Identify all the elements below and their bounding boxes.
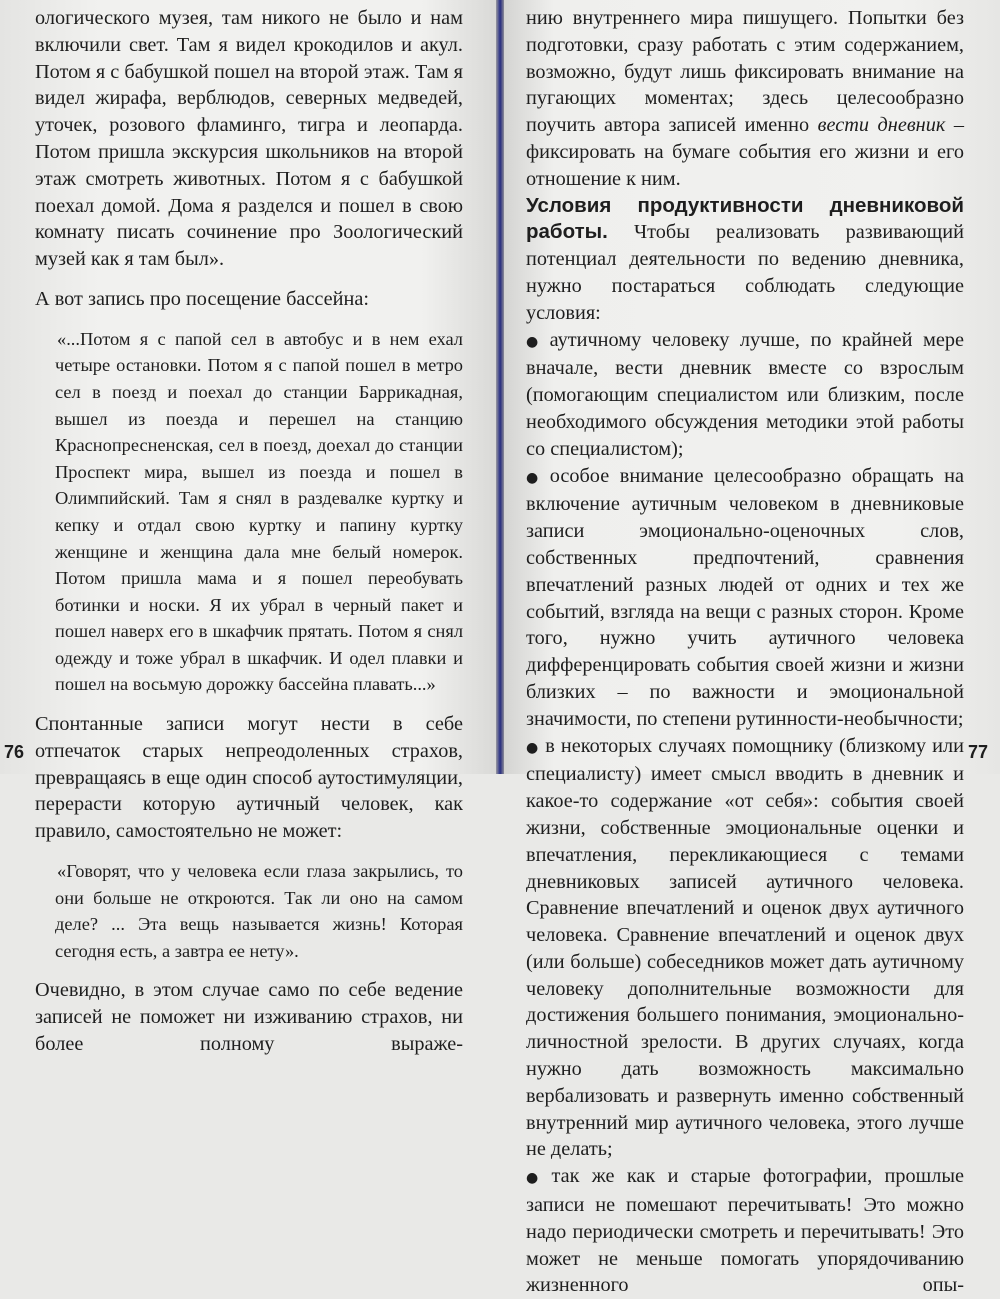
section-intro: Чтобы реализовать развивающий потенциал деятельности по ведению дневника, нужно постараться соблюдать следующие условия: <box>526 221 964 324</box>
left-quote-1-block <box>35 326 463 698</box>
right-paragraph-1 <box>526 5 964 193</box>
bullet-icon: ● <box>526 469 544 486</box>
right-section <box>526 193 964 327</box>
bullet-text-4: так же как и старые фотографии, прошлые записи не помешают перечитывать! Это можно надо периодически смотреть и перечитывать! Это может не меньше помогать упорядочиванию жизненного опы- <box>526 1165 964 1297</box>
left-paragraph-3: Спонтанные записи могут нести в себе отпечаток старых непреодоленных страхов, превращаясь в еще один способ аутостимуляции, перерасти которую аутичный человек, как правило, самостоятельно не может: <box>35 713 463 843</box>
left-page <box>0 0 496 1056</box>
bullet-icon: ● <box>526 1170 546 1187</box>
bullet-item-4 <box>526 1163 964 1299</box>
page-number-right: 77 <box>967 742 988 763</box>
bullet-text-3: в некоторых случаях помощнику (близкому или специалисту) имеет смысл вводить в дневник и какое-то содержание «от себя»: события своей жизни, собственные эмоциональные оценки и впечатления, перекликающиеся с темами дневниковых записей аутичного человека. Сравнение впечатлений и оценок двух аутичного человека. Сравнение впечатлений и оценок двух (или больше) собеседников может дать аутичному человеку дополнительные возможности для достижения большего понимания, эмоционально-личностной зрелости. В других случаях, когда нужно дать возможность максимально вербализовать и развернуть именно собственный внутренний мир аутичного человека, этого лучше не делать; <box>526 734 964 1161</box>
left-quote-1: «...Потом я с папой сел в автобус и в нем ехал четыре остановки. Потом я с папой пошел в метро сел в поезд и поехал до станции Баррикадная, вышел из поезда и перешел на станцию Краснопресненская, сел в поезд, доехал до станции Проспект мира, вышел из поезда и пошел в Олимпийский. Там я снял в раздевалке куртку и кепку и отдал свою куртку и папину куртку женщине и женщина дала мне белый номерок. Потом пришла мама и я пошел переобувать ботинки и носки. Я их убрал в черный пакет и пошел наверх его в шкафчик прятать. Потом я снял одежду и тоже убрал в шкафчик. И одел плавки и пошел на восьмую дорожку бассейна плавать...» <box>55 328 463 695</box>
right-paragraph-1-emphasis: вести дневник <box>817 114 946 137</box>
left-quote-2-block <box>35 858 463 964</box>
bullet-icon: ● <box>526 333 544 350</box>
bullet-item-3 <box>526 733 964 1164</box>
left-paragraph-1: ологического музея, там никого не было и нам включили свет. Там я видел крокодилов и акул. Потом я с бабушкой пошел на второй этаж. Там я видел жирафа, верблюдов, северных медведей, уточек, розового фламинго, тигра и леопарда. Потом пришла экскурсия школьников на второй этаж смотреть животных. Потом я с бабушкой поехал домой. Дома я разделся и пошел в свою комнату писать сочинение про Зоологический музей как я там был». <box>35 7 463 271</box>
bullet-item-1 <box>526 327 964 463</box>
right-page-text <box>526 5 964 1299</box>
right-paragraph-1-end: – фиксировать на бумаге события его жизни и его отношение к ним. <box>526 114 965 190</box>
right-paragraph-1-start: нию внутреннего мира пишущего. Попытки без подготовки, сразу работать с этим содержанием, возможно, будут лишь фиксировать внимание на пугающих моментах; здесь целесообразно поучить автора записей именно <box>526 7 964 137</box>
left-paragraph-2: А вот запись про посещение бассейна: <box>35 287 370 310</box>
right-page <box>504 0 1000 1297</box>
book-gutter <box>496 0 504 774</box>
section-heading: Условия продуктивности дневниковой работы. <box>526 193 964 244</box>
left-quote-2: «Говорят, что у человека если глаза закрылись, то они больше не откроются. Так ли оно на самом деле? ... Эта вещь называется жизнь! Которая сегодня есть, а завтра ее нету». <box>55 861 463 961</box>
bullet-text-1: аутичному человеку лучше, по крайней мере вначале, вести дневник вместе со взрослым (помогающим специалистом или близким, после необходимого обсуждения методики этой работы со специалистом); <box>526 328 964 460</box>
bullet-icon: ● <box>526 739 540 756</box>
bullet-text-2: особое внимание целесообразно обращать на включение аутичным человеком в дневниковые записи эмоционально-оценочных слов, собственных предпочтений, сравнения впечатлений разных людей от одних и тех же событий, взгляда на вещи с разных сторон. Кроме того, нужно учить аутичного человека дифференцировать события своей жизни и жизни близких – по важности и эмоциональной значимости, по степени рутинности-необычности; <box>526 464 964 730</box>
left-paragraph-4: Очевидно, в этом случае само по себе ведение записей не поможет ни изживанию страхов, ни более полному выраже- <box>35 979 463 1056</box>
bullet-item-2 <box>526 463 964 733</box>
page-number-left: 76 <box>4 742 25 763</box>
left-page-text <box>35 5 463 1058</box>
